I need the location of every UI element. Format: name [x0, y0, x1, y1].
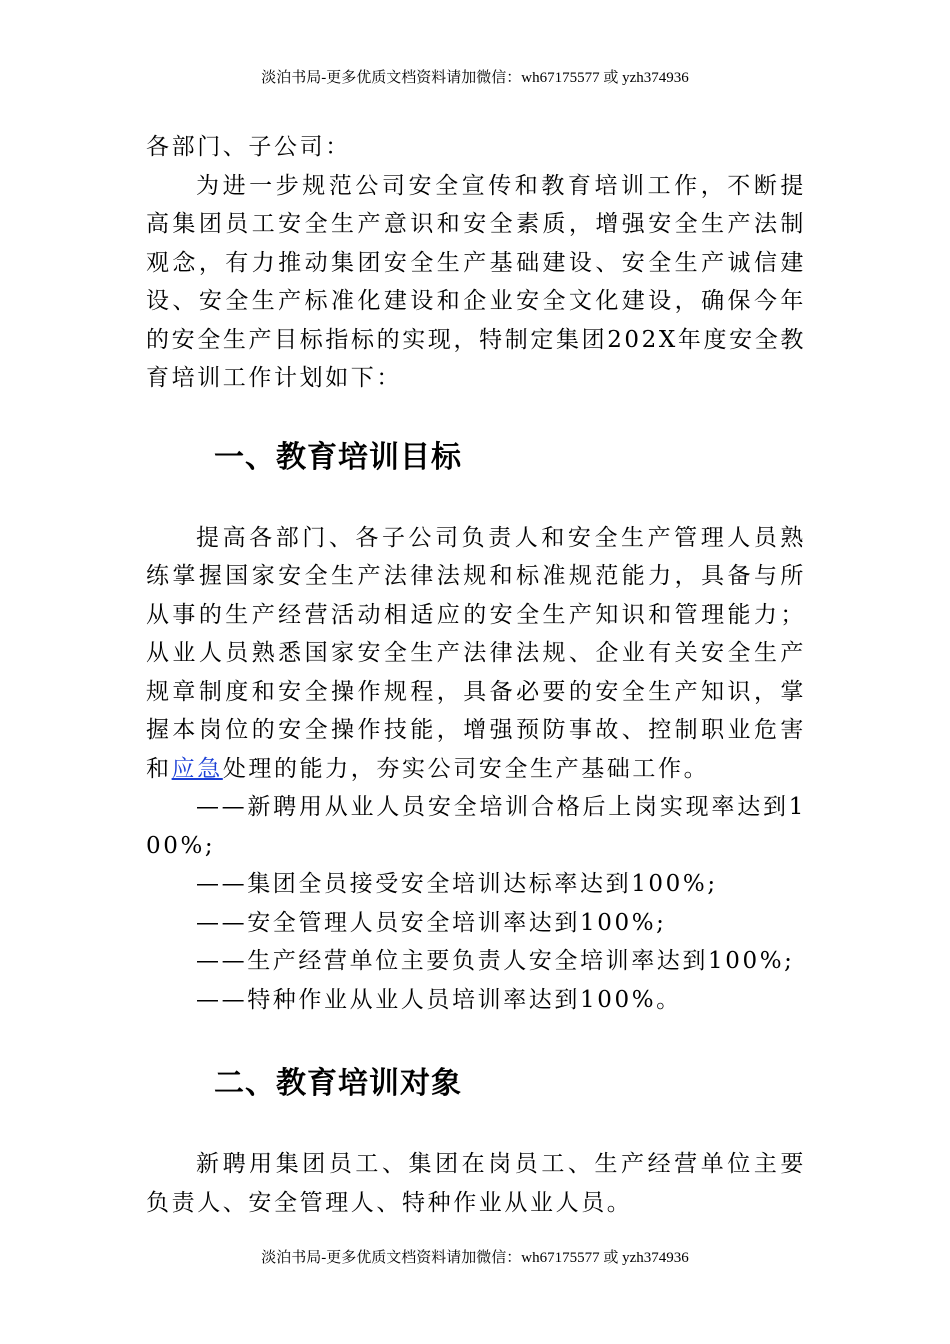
target-item: ——新聘用从业人员安全培训合格后上岗实现率达到100%; [146, 794, 806, 859]
section-2-paragraph: 新聘用集团员工、集团在岗员工、生产经营单位主要负责人、安全管理人、特种作业从业人员。 [146, 1151, 806, 1216]
page-header: 淡泊书局-更多优质文档资料请加微信：wh67175577 或 yzh374936 [261, 70, 689, 86]
intro-paragraph: 为进一步规范公司安全宣传和教育培训工作，不断提高集团员工安全生产意识和安全素质，增强安全生产法制观念，有力推动集团安全生产基础建设、安全生产诚信建设、安全生产标准化建设和企业安全文化建设，确保今年的安全生产目标指标的实现，特制定集团202X年度安全教育培训工作计划如下： [146, 172, 806, 391]
emergency-link[interactable]: 应急 [171, 755, 223, 782]
target-item: ——集团全员接受安全培训达标率达到100%; [196, 871, 718, 897]
target-item: ——特种作业从业人员培训率达到100%。 [196, 986, 682, 1013]
section-2-heading: 二、教育培训对象 [214, 1066, 462, 1101]
section-1-paragraph [146, 519, 806, 789]
target-item: ——生产经营单位主要负责人安全培训率达到100%; [196, 948, 795, 974]
salutation: 各部门、子公司： [146, 134, 351, 160]
section-1-text-before-link: 提高各部门、各子公司负责人和安全生产管理人员熟练掌握国家安全生产法律法规和标准规范能力，具备与所从事的生产经营活动相适应的安全生产知识和管理能力；从业人员熟悉国家安全生产法律法规、企业有关安全生产规章制度和安全操作规程，具备必要的安全生产知识，掌握本岗位的安全操作技能，增强预防事故、控制职业危害和 [146, 524, 806, 782]
section-1-heading: 一、教育培训目标 [214, 439, 462, 475]
section-1-text-after-link: 处理的能力，夯实公司安全生产基础工作。 [222, 755, 710, 782]
target-item: ——安全管理人员安全培训率达到100%; [196, 909, 667, 936]
document-body [146, 128, 806, 1222]
page-footer: 淡泊书局-更多优质文档资料请加微信：wh67175577 或 yzh374936 [261, 1250, 689, 1266]
